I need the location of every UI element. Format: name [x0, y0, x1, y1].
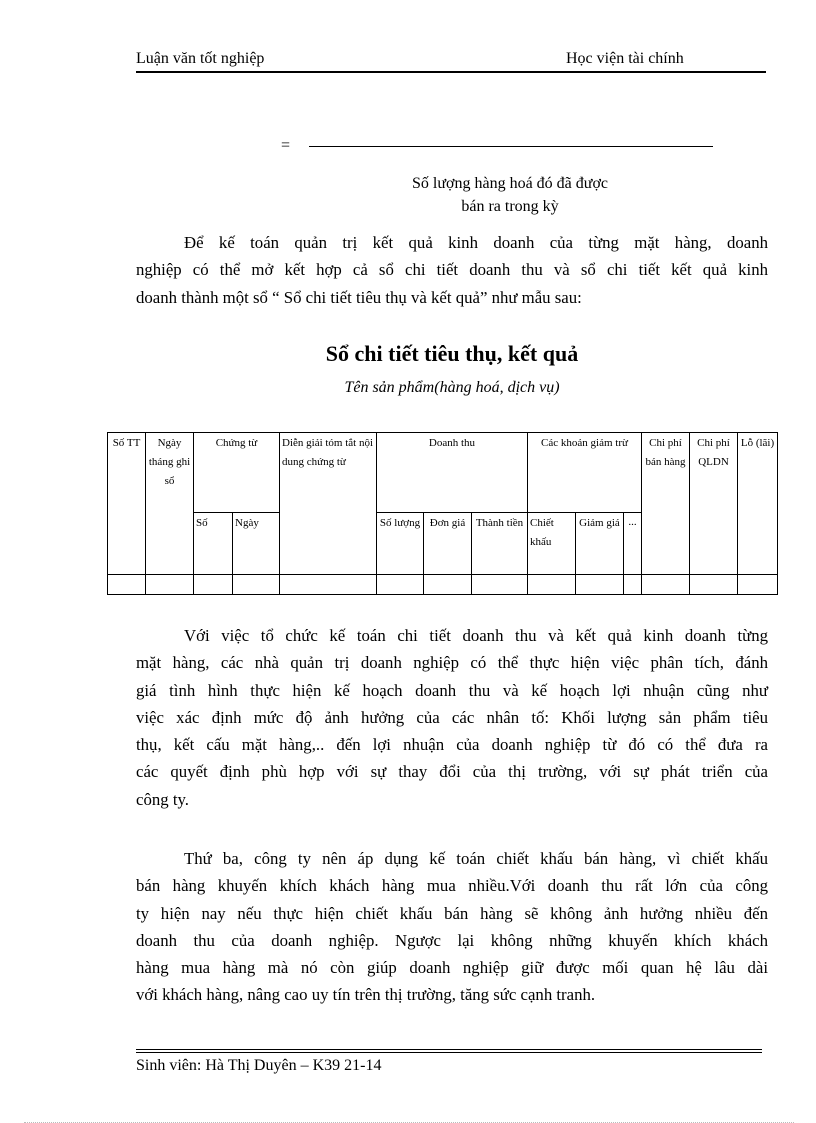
footer-divider-bottom — [136, 1052, 762, 1053]
footer-student-info: Sinh viên: Hà Thị Duyên – K39 21-14 — [136, 1057, 382, 1074]
formula-fraction-line — [309, 146, 713, 147]
subheader-don-gia: Đơn giá — [424, 513, 472, 575]
ledger-subtitle: Tên sản phẩm(hàng hoá, dịch vụ) — [344, 379, 560, 396]
table-header-row — [108, 433, 778, 513]
paragraph-line: nghiệp có thể mở kết hợp cả sổ chi tiết doanh thu và sổ chi tiết kết quả kinh — [136, 260, 768, 280]
subheader-so: Số — [194, 513, 233, 575]
paragraph-line: hàng mua hàng mà nó còn giúp doanh nghiệp giữ được mối quan hệ lâu dài — [136, 958, 768, 978]
formula-equals-sign: = — [281, 137, 291, 154]
formula-denominator-line-2: bán ra trong kỳ — [461, 198, 559, 215]
footer-divider-top — [136, 1049, 762, 1050]
header-ngay-thang-ghi-so: Ngày tháng ghi sổ — [146, 433, 194, 575]
paragraph-line: bán hàng khuyến khích khách hàng mua nhiều.Với doanh thu rất lớn của công — [136, 876, 768, 896]
header-doanh-thu: Doanh thu — [377, 433, 528, 513]
paragraph-line: giá tình hình thực hiện kế hoạch doanh thu và kế hoạch lợi nhuận cũng như — [136, 680, 768, 700]
subheader-thanh-tien: Thành tiền — [472, 513, 528, 575]
paragraph-analysis — [136, 622, 768, 813]
paragraph-line: với khách hàng, nâng cao uy tín trên thị trường, tăng sức cạnh tranh. — [136, 985, 596, 1005]
header-so-tt: Số TT — [108, 433, 146, 575]
ledger-title: Sổ chi tiết tiêu thụ, kết quả — [325, 341, 579, 366]
table-row — [108, 575, 778, 595]
subheader-chiet-khau: Chiết khấu — [528, 513, 576, 575]
paragraph-line: Với việc tổ chức kế toán chi tiết doanh thu và kết quả kinh doanh từng — [184, 626, 768, 645]
header-chi-phi-qldn: Chi phí QLDN — [690, 433, 738, 575]
header-divider — [136, 71, 766, 73]
paragraph-line: doanh thu của doanh nghiệp. Ngược lại không những khuyến khích khách — [136, 930, 768, 950]
paragraph-discount — [136, 845, 768, 1009]
header-dien-giai: Diễn giải tóm tắt nội dung chứng từ — [280, 433, 377, 575]
header-thesis-label: Luận văn tốt nghiệp — [136, 50, 265, 67]
header-cac-khoan-giam-tru: Các khoản giảm trừ — [528, 433, 642, 513]
header-institution-label: Học viện tài chính — [566, 50, 684, 67]
paragraph-line: Thứ ba, công ty nên áp dụng kế toán chiết khấu bán hàng, vì chiết khấu — [184, 849, 768, 868]
formula-denominator-line-1: Số lượng hàng hoá đó đã được — [411, 175, 608, 192]
subheader-so-luong: Số lượng — [377, 513, 424, 575]
paragraph-line: công ty. — [136, 789, 189, 809]
paragraph-line: các quyết định phù hợp với sự thay đổi của thị trường, với sự phát triển của — [136, 762, 768, 782]
paragraph-intro — [136, 229, 768, 311]
paragraph-line: việc xác định mức độ ảnh hưởng của các nhân tố: Khối lượng sản phẩm tiêu — [136, 707, 768, 727]
paragraph-line: Để kế toán quản trị kết quả kinh doanh của từng mặt hàng, doanh — [184, 233, 768, 252]
subheader-giam-gia: Giảm giá — [576, 513, 624, 575]
paragraph-line: thụ, kết cấu mặt hàng,.. đến lợi nhuận của doanh nghiệp từ đó có thể đưa ra — [136, 735, 768, 755]
header-chung-tu: Chứng từ — [194, 433, 280, 513]
paragraph-line: doanh thành một sổ “ Sổ chi tiết tiêu thụ và kết quả” như mẫu sau: — [136, 287, 582, 307]
paragraph-line: mặt hàng, các nhà quản trị doanh nghiệp có thể thực hiện việc phân tích, đánh — [136, 653, 768, 673]
header-chi-phi-ban-hang: Chi phí bán hàng — [642, 433, 690, 575]
ledger-table — [107, 432, 778, 595]
subheader-ngay: Ngày — [233, 513, 280, 575]
subheader-ellipsis: ... — [624, 513, 642, 575]
header-lo-lai: Lỗ (lãi) — [738, 433, 778, 575]
paragraph-line: ty hiện nay nếu thực hiện chiết khấu bán hàng sẽ không ảnh hưởng nhiều đến — [136, 903, 768, 923]
